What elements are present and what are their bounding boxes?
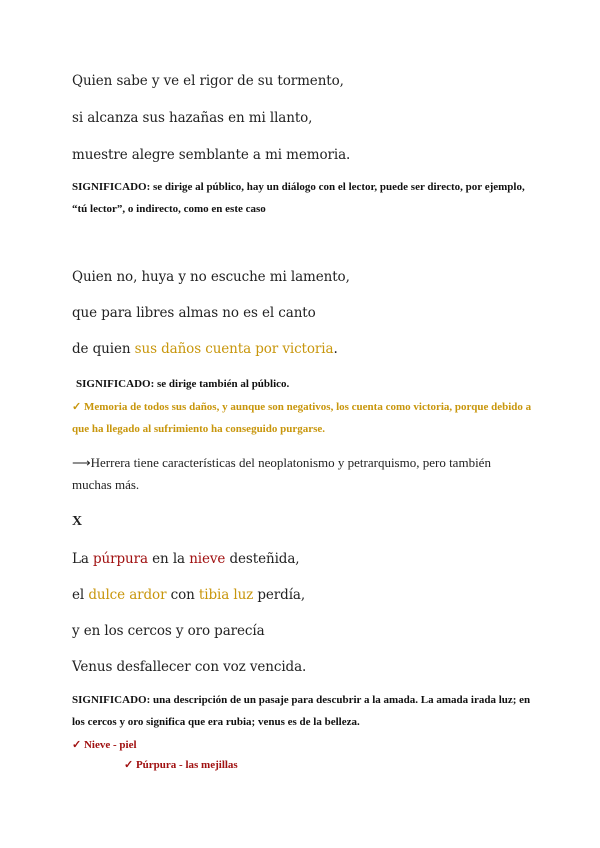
poem-line: Quien sabe y ve el rigor de su tormento, <box>72 73 344 89</box>
meaning-note: SIGNIFICADO: se dirige también al público. <box>76 378 290 390</box>
poem-line: Venus desfallecer con voz vencida. <box>72 659 307 675</box>
poem-text: de quien <box>72 341 135 357</box>
meaning-note: SIGNIFICADO: una descripción de un pasaje para descubrir a la amada. La amada irada luz; en los cercos y oro significa que era rubia; venus es de la belleza. <box>72 694 531 728</box>
check-item: ✓ Nieve - piel <box>72 739 137 751</box>
highlighted-word: púrpura <box>93 551 148 567</box>
poem-text: La <box>72 551 94 567</box>
poem-line <box>72 550 299 568</box>
meaning-note: SIGNIFICADO: se dirige al público, hay un diálogo con el lector, puede ser directo, por ejemplo, “tú lector”, o indirecto, como en este caso <box>72 181 525 215</box>
highlighted-word: nieve <box>189 551 226 567</box>
highlighted-word: tibia luz <box>198 587 254 603</box>
check-note: ✓ Memoria de todos sus daños, y aunque son negativos, los cuenta como victoria, porque debido a que ha llegado al sufrimiento ha conseguido purgarse. <box>72 401 532 435</box>
poem-line <box>72 586 305 604</box>
poem-line: que para libres almas no es el canto <box>72 305 316 321</box>
poem-line <box>72 340 338 358</box>
poem-text: perdía, <box>253 587 306 603</box>
highlighted-phrase: sus daños cuenta por victoria <box>134 341 334 357</box>
poem-text: el <box>72 587 89 603</box>
poem-line: y en los cercos y oro parecía <box>72 623 265 639</box>
section-heading: X <box>72 514 83 529</box>
highlighted-word: dulce ardor <box>88 587 167 603</box>
check-item: ✓ Púrpura - las mejillas <box>124 759 238 771</box>
poem-text: con <box>166 587 199 603</box>
poem-text: desteñida, <box>225 551 300 567</box>
poem-line: Quien no, huya y no escuche mi lamento, <box>72 269 350 285</box>
poem-text: en la <box>147 551 190 567</box>
arrow-note: ⟶Herrera tiene características del neoplatonismo y petrarquismo, pero también muchas más. <box>72 455 491 492</box>
poem-line: muestre alegre semblante a mi memoria. <box>72 147 351 163</box>
poem-text: . <box>333 341 338 357</box>
poem-line: si alcanza sus hazañas en mi llanto, <box>72 110 313 126</box>
